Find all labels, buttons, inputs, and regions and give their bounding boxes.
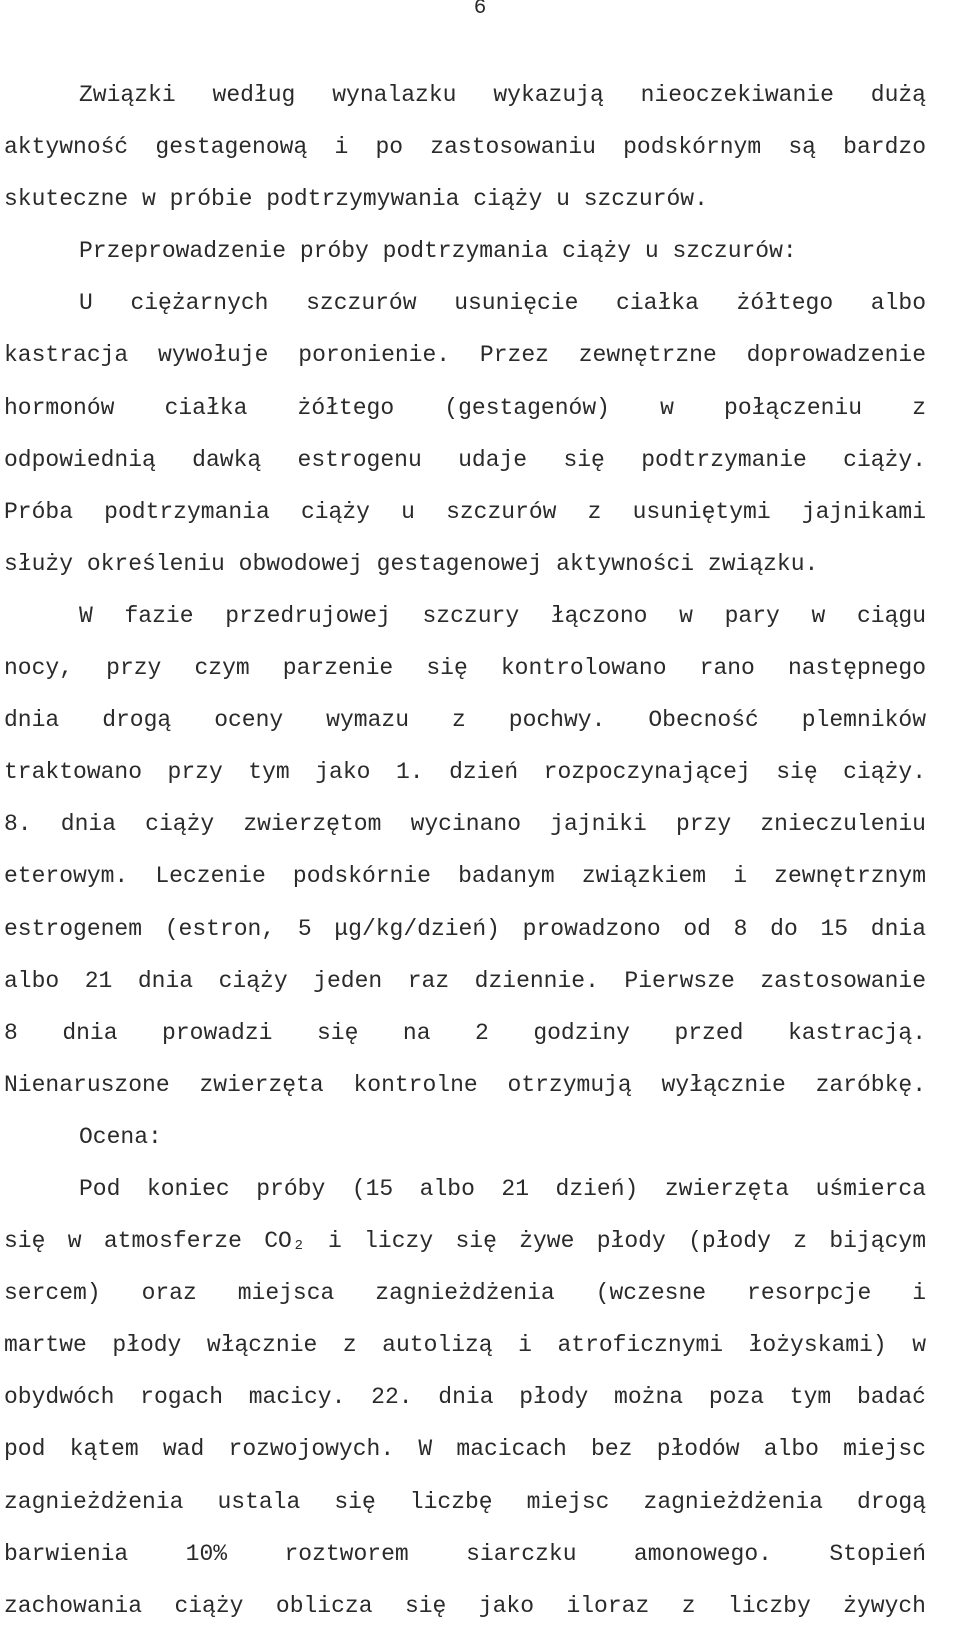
text-line: dnia drogą oceny wymazu z pochwy. Obecność plemników	[4, 707, 926, 734]
text-line: U ciężarnych szczurów usunięcie ciałka żółtego albo	[79, 290, 926, 317]
text-line: się w atmosferze CO₂ i liczy się żywe płody (płody z bijącym	[4, 1228, 926, 1255]
text-line: 8. dnia ciąży zwierzętom wycinano jajniki przy znieczuleniu	[4, 811, 926, 838]
text-line: pod kątem wad rozwojowych. W macicach bez płodów albo miejsc	[4, 1436, 926, 1463]
text-line: Nienaruszone zwierzęta kontrolne otrzymują wyłącznie zaróbkę.	[4, 1071, 926, 1098]
text-line: eterowym. Leczenie podskórnie badanym związkiem i zewnętrznym	[4, 863, 926, 890]
document-body	[4, 79, 926, 1642]
text-line: Próba podtrzymania ciąży u szczurów z usuniętymi jajnikami	[4, 498, 926, 525]
text-line: obydwóch rogach macicy. 22. dnia płody można poza tym badać	[4, 1384, 926, 1411]
text-line: barwienia 10% roztworem siarczku amonowego. Stopień	[4, 1540, 926, 1567]
text-line: albo 21 dnia ciąży jeden raz dziennie. Pierwsze zastosowanie	[4, 967, 926, 994]
text-line: kastracja wywołuje poronienie. Przez zewnętrzne doprowadzenie	[4, 342, 926, 369]
text-line: Pod koniec próby (15 albo 21 dzień) zwierzęta uśmierca	[79, 1175, 926, 1202]
text-line: martwe płody włącznie z autolizą i atroficznymi łożyskami) w	[4, 1332, 926, 1359]
text-line: aktywność gestagenową i po zastosowaniu podskórnym są bardzo	[4, 134, 926, 161]
text-line: W fazie przedrujowej szczury łączono w pary w ciągu	[79, 602, 926, 629]
text-line: estrogenem (estron, 5 μg/kg/dzień) prowadzono od 8 do 15 dnia	[4, 915, 926, 942]
text-line: odpowiednią dawką estrogenu udaje się podtrzymanie ciąży.	[4, 446, 926, 473]
text-line: sercem) oraz miejsca zagnieżdżenia (wczesne resorpcje i	[4, 1280, 926, 1307]
text-line: służy określeniu obwodowej gestagenowej aktywności związku.	[4, 550, 819, 577]
text-line: hormonów ciałka żółtego (gestagenów) w połączeniu z	[4, 394, 926, 421]
text-line: Związki według wynalazku wykazują nieoczekiwanie dużą	[79, 82, 926, 108]
text-line: Ocena:	[79, 1123, 162, 1150]
page-number: 6	[473, 0, 487, 20]
text-line: zagnieżdżenia ustala się liczbę miejsc zagnieżdżenia drogą	[4, 1488, 926, 1515]
text-line: skuteczne w próbie podtrzymywania ciąży u szczurów.	[4, 186, 708, 213]
text-line: traktowano przy tym jako 1. dzień rozpoczynającej się ciąży.	[4, 759, 926, 786]
text-line: 8 dnia prowadzi się na 2 godziny przed kastracją.	[4, 1019, 926, 1046]
text-line: nocy, przy czym parzenie się kontrolowano rano następnego	[4, 655, 926, 682]
text-line: Przeprowadzenie próby podtrzymania ciąży u szczurów:	[79, 238, 797, 265]
text-line: zachowania ciąży oblicza się jako iloraz z liczby żywych	[4, 1592, 926, 1619]
